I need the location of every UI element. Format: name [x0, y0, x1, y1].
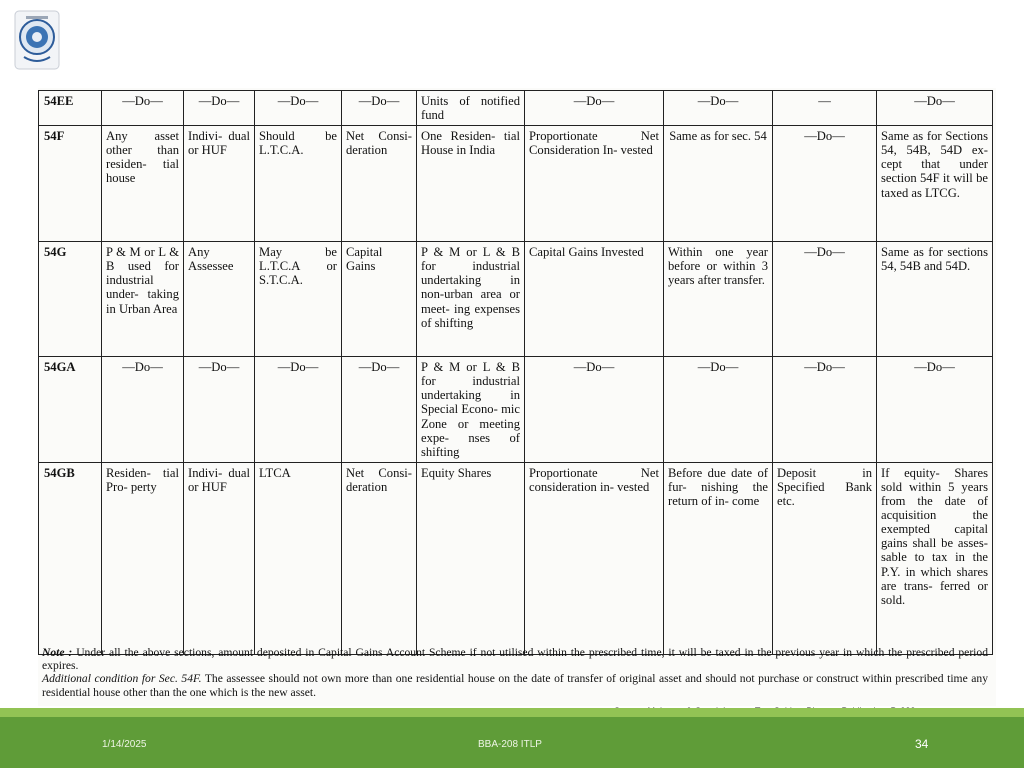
footer-date: 1/14/2025	[102, 739, 147, 750]
slide-footer	[0, 717, 1024, 768]
table-cell: Equity Shares	[417, 462, 525, 654]
section-cell: 54GA	[39, 357, 102, 463]
table-cell: —	[773, 91, 877, 126]
table-cell: —Do—	[773, 242, 877, 357]
table-cell: Deposit in Specified Bank etc.	[773, 462, 877, 654]
table-cell: —Do—	[877, 91, 993, 126]
table-cell: —Do—	[102, 91, 184, 126]
note-text: Under all the above sections, amount deposited in Capital Gains Account Scheme if not utilised within the prescribed time, it will be taxed in the previous year in which the prescribed period expires.	[42, 646, 988, 673]
table-cell: —Do—	[102, 357, 184, 463]
table-cell: —Do—	[773, 126, 877, 242]
slide-number: 34	[915, 737, 929, 751]
table-cell: Same as for sec. 54	[664, 126, 773, 242]
table-cell: —Do—	[342, 357, 417, 463]
additional-condition-label: Additional condition for Sec. 54F.	[42, 672, 202, 686]
table-cell: Proportionate Net Consideration In- vested	[525, 126, 664, 242]
table-cell: —Do—	[773, 357, 877, 463]
table-cell: Proportionate Net consideration in- vested	[525, 462, 664, 654]
table-row	[39, 462, 993, 654]
table-cell: —Do—	[664, 91, 773, 126]
table-cell: —Do—	[184, 357, 255, 463]
table-cell: —Do—	[525, 357, 664, 463]
table-cell: Capital Gains	[342, 242, 417, 357]
table-cell: —Do—	[664, 357, 773, 463]
table-cell: Net Consi- deration	[342, 462, 417, 654]
table-row	[39, 242, 993, 357]
table-cell: —Do—	[255, 357, 342, 463]
table-cell: One Residen- tial House in India	[417, 126, 525, 242]
table-cell: Any asset other than residen- tial house	[102, 126, 184, 242]
table-row	[39, 126, 993, 242]
table-cell: —Do—	[525, 91, 664, 126]
table-cell: Net Consi- deration	[342, 126, 417, 242]
table-cell: Should be L.T.C.A.	[255, 126, 342, 242]
table-cell: —Do—	[255, 91, 342, 126]
table-cell: Same as for sections 54, 54B and 54D.	[877, 242, 993, 357]
table-cell: Before due date of fur- nishing the return of in- come	[664, 462, 773, 654]
section-cell: 54F	[39, 126, 102, 242]
footer-accent-bar	[0, 708, 1024, 717]
table-cell: Any Assessee	[184, 242, 255, 357]
capital-gains-exemption-table	[38, 90, 993, 655]
footer-title: BBA-208 ITLP	[478, 739, 542, 750]
table-row	[39, 357, 993, 463]
table-cell: If equity- Shares sold within 5 years from the date of acquisition the exempted capital gains shall be asses- sable to tax in the P.Y. in which shares are trans- ferred or sold.	[877, 462, 993, 654]
table-cell: —Do—	[184, 91, 255, 126]
section-cell: 54EE	[39, 91, 102, 126]
institution-logo-icon	[14, 10, 60, 70]
table-cell: —Do—	[342, 91, 417, 126]
table-cell: Indivi- dual or HUF	[184, 126, 255, 242]
table-cell: Units of notified fund	[417, 91, 525, 126]
table-cell: Indivi- dual or HUF	[184, 462, 255, 654]
table-cell: Capital Gains Invested	[525, 242, 664, 357]
table-cell: May be L.T.C.A or S.T.C.A.	[255, 242, 342, 357]
section-cell: 54GB	[39, 462, 102, 654]
section-cell: 54G	[39, 242, 102, 357]
table-cell: P & M or L & B for industrial undertaking in non-urban area or meet- ing expenses of shifting	[417, 242, 525, 357]
table-row	[39, 91, 993, 126]
table-cell: —Do—	[877, 357, 993, 463]
table-cell: Residen- tial Pro- perty	[102, 462, 184, 654]
table-note	[42, 646, 988, 699]
table-cell: P & M or L & B used for industrial under- taking in Urban Area	[102, 242, 184, 357]
additional-condition-text: The assessee should not own more than one residential house on the date of transfer of original asset and should not purchase or construct within prescribed time any residential house other than the one which is the new asset.	[42, 672, 988, 699]
table-cell: Within one year before or within 3 years after transfer.	[664, 242, 773, 357]
table-cell: P & M or L & B for industrial undertaking in Special Econo- mic Zone or meeting expe- nses of shifting	[417, 357, 525, 463]
table-cell: Same as for Sections 54, 54B, 54D ex- cept that under section 54F it will be taxed as LTCG.	[877, 126, 993, 242]
table-cell: LTCA	[255, 462, 342, 654]
note-label: Note :	[42, 646, 73, 659]
